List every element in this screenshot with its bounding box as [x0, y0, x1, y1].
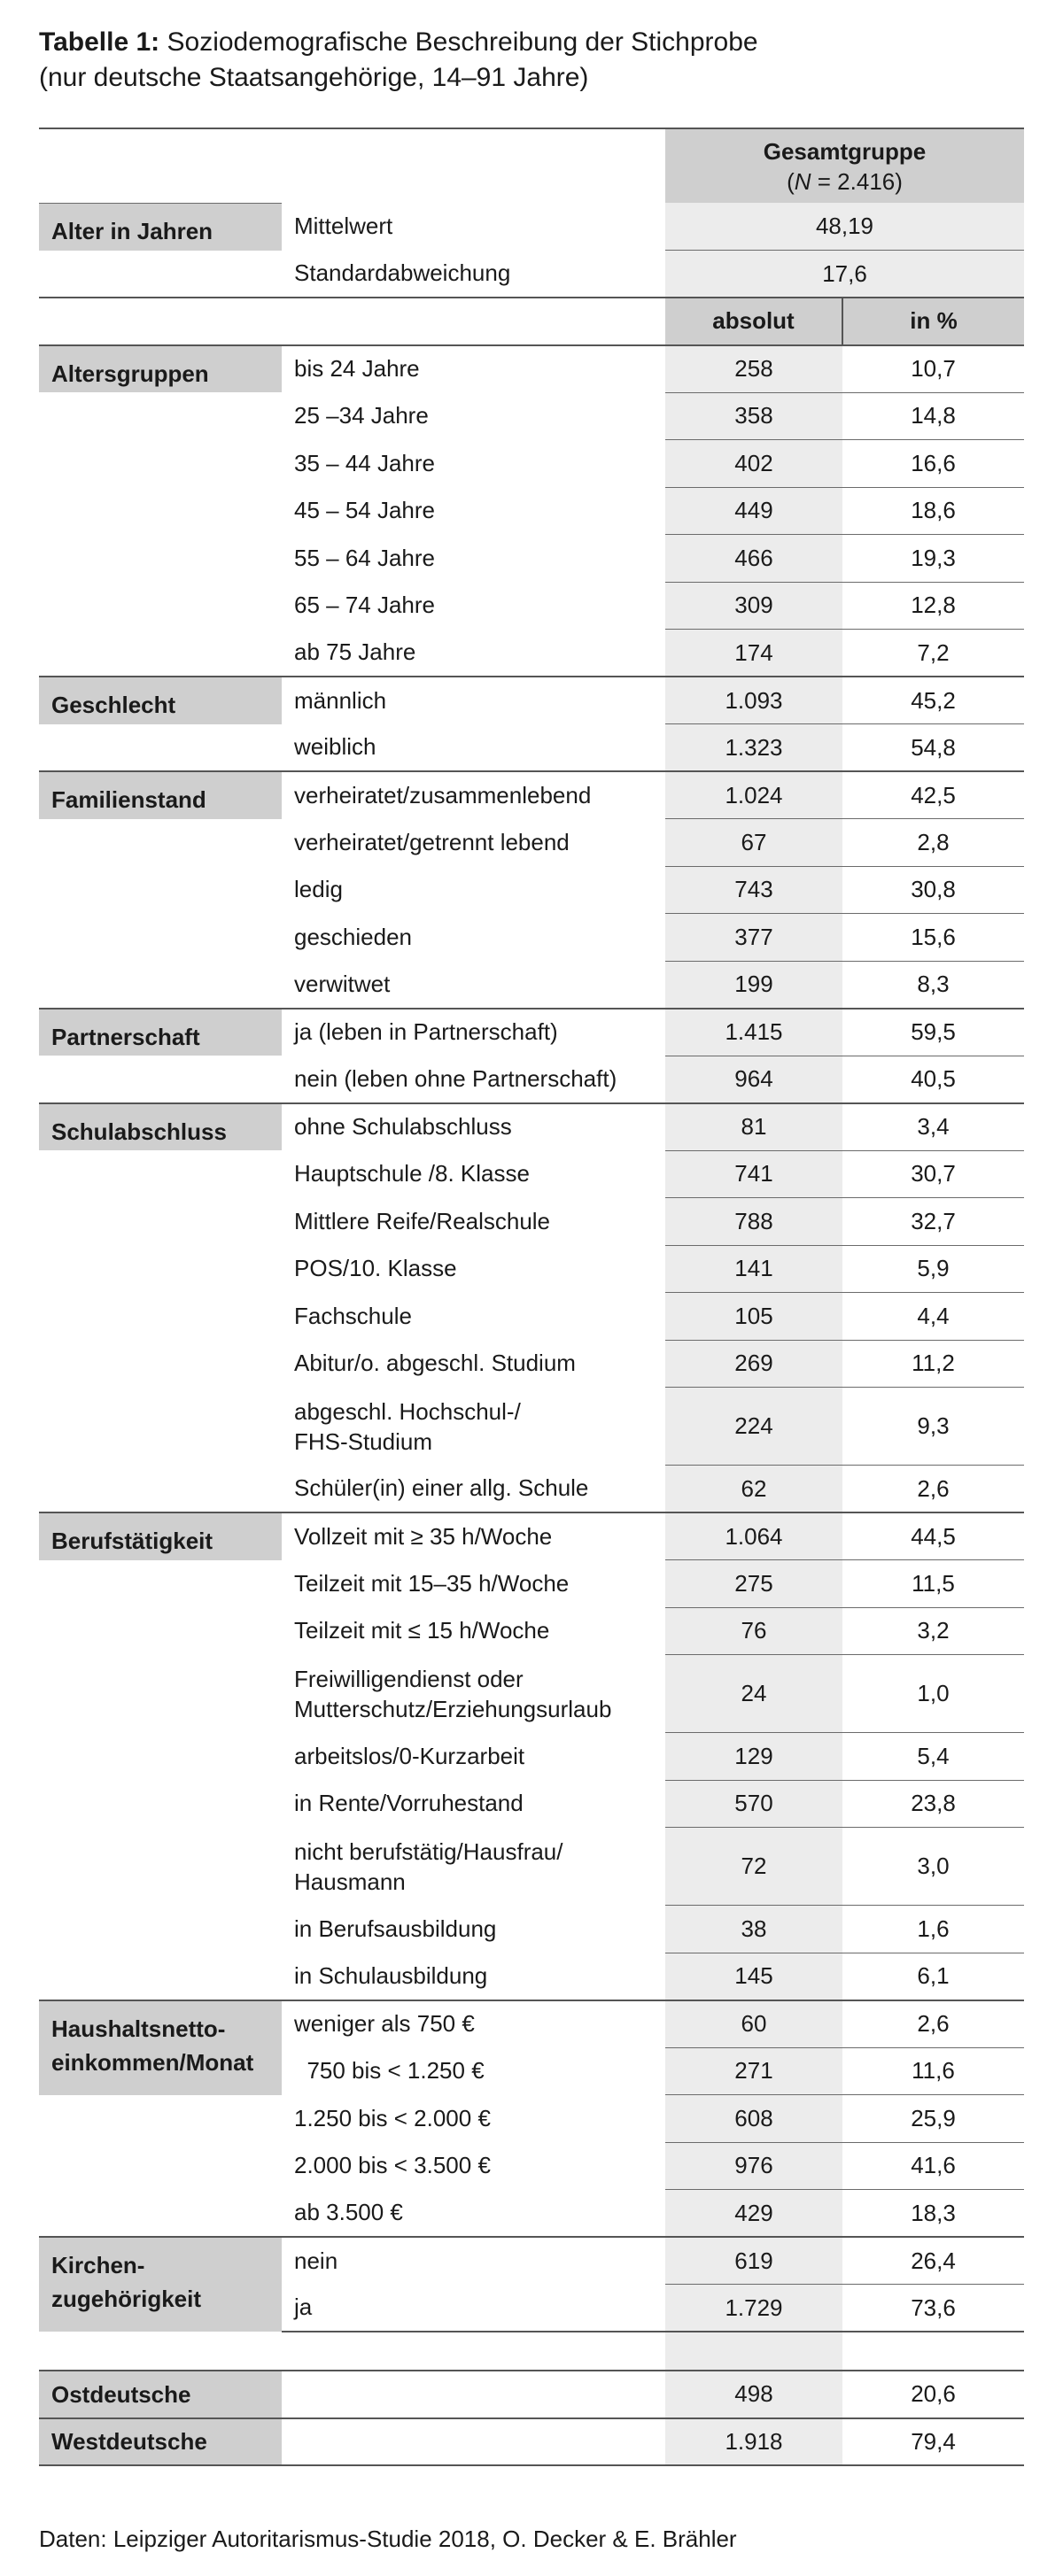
cell-percent: 40,5 [842, 1056, 1024, 1103]
cell-absolut: 271 [665, 2047, 842, 2095]
row-label-line: 65 – 74 Jahre [294, 592, 436, 619]
row-label [282, 345, 665, 393]
row-label-line: 25 –34 Jahre [294, 402, 429, 429]
row-label-line: ja (leben in Partnerschaft) [294, 1018, 558, 1046]
cell-percent: 7,2 [842, 630, 1024, 677]
section-label-empty [39, 1388, 282, 1466]
row-label-line: ledig [294, 876, 343, 903]
cell-value: 17,6 [665, 251, 1024, 298]
cell-percent: 32,7 [842, 1198, 1024, 1246]
table-number: Tabelle 1: [39, 27, 160, 57]
cell-absolut: 358 [665, 392, 842, 440]
row-label [282, 1655, 665, 1733]
table-row [39, 1009, 1024, 1056]
row-label [282, 1056, 665, 1103]
cell-percent: 54,8 [842, 724, 1024, 772]
cell-absolut: 608 [665, 2095, 842, 2143]
row-label-line: FHS-Studium [294, 1427, 433, 1455]
cell-absolut: 429 [665, 2190, 842, 2238]
section-label-empty [39, 1906, 282, 1953]
cell-percent: 3,4 [842, 1103, 1024, 1151]
cell-percent: 3,0 [842, 1828, 1024, 1906]
section-label: Alter in Jahren [39, 203, 282, 251]
cell-percent: 42,5 [842, 771, 1024, 819]
table-row [39, 914, 1024, 962]
section-label-empty [39, 582, 282, 630]
row-label [282, 1340, 665, 1388]
cell-absolut: 1.323 [665, 724, 842, 772]
section-label-empty [39, 1828, 282, 1906]
table-row [39, 2237, 1024, 2285]
section-label-empty [39, 866, 282, 914]
table-row [39, 487, 1024, 535]
row-label [282, 1607, 665, 1655]
cell-absolut: 743 [665, 866, 842, 914]
cell-percent: 15,6 [842, 914, 1024, 962]
title-subtitle: (nur deutsche Staatsangehörige, 14–91 Jahre) [39, 63, 589, 92]
cell-percent: 19,3 [842, 535, 1024, 583]
cell-absolut: 619 [665, 2237, 842, 2285]
table-row [39, 1150, 1024, 1198]
cell-absolut: 275 [665, 1560, 842, 1608]
cell-percent: 14,8 [842, 392, 1024, 440]
table-row [39, 2000, 1024, 2048]
row-label-line: abgeschl. Hochschul-/ [294, 1397, 521, 1425]
section-label-empty [39, 2142, 282, 2190]
row-label [282, 1103, 665, 1151]
section-label-empty [39, 630, 282, 677]
row-label-line: in Berufsausbildung [294, 1915, 497, 1942]
section-label-empty [39, 440, 282, 488]
section-label-empty [39, 1953, 282, 2000]
table-row [39, 392, 1024, 440]
cell-absolut: 62 [665, 1466, 842, 1513]
table-row [39, 1512, 1024, 1560]
cell-percent: 23,8 [842, 1780, 1024, 1828]
section-label-line: Schulabschluss [51, 1118, 227, 1145]
section-label-empty [39, 961, 282, 1009]
cell-percent: 79,4 [842, 2418, 1024, 2466]
section-label-line: Haushaltsnetto- [51, 2015, 226, 2042]
section-label-empty [39, 1733, 282, 1781]
row-label [282, 1906, 665, 1953]
row-label-line: weiblich [294, 733, 376, 761]
section-label-empty [39, 1340, 282, 1388]
row-label [282, 819, 665, 867]
cell-percent: 5,4 [842, 1733, 1024, 1781]
section-label-line: Partnerschaft [51, 1023, 200, 1050]
row-label-line: Hausmann [294, 1868, 406, 1895]
row-label-line: Vollzeit mit ≥ 35 h/Woche [294, 1522, 553, 1550]
row-label [282, 2237, 665, 2285]
spacer-cell [39, 2332, 282, 2371]
section-label [39, 677, 282, 724]
cell-percent: 26,4 [842, 2237, 1024, 2285]
row-label-empty [282, 2371, 665, 2418]
row-label-line: 45 – 54 Jahre [294, 497, 436, 524]
row-label-line: in Schulausbildung [294, 1961, 488, 1989]
row-label [282, 1009, 665, 1056]
table-row [39, 440, 1024, 488]
row-label-line: Freiwilligendienst oder [294, 1665, 524, 1692]
cell-absolut: 76 [665, 1607, 842, 1655]
sociodemographic-table [39, 128, 1024, 2466]
row-label-line: in Rente/Vorruhestand [294, 1790, 524, 1817]
spacer-row [39, 2332, 1024, 2371]
table-row [39, 961, 1024, 1009]
row-label [282, 535, 665, 583]
cell-absolut: 402 [665, 440, 842, 488]
cell-absolut: 1.024 [665, 771, 842, 819]
cell-absolut: 199 [665, 961, 842, 1009]
row-label-empty [282, 2418, 665, 2466]
cell-absolut: 38 [665, 1906, 842, 1953]
table-row [39, 819, 1024, 867]
table-row [39, 2142, 1024, 2190]
table-row [39, 1340, 1024, 1388]
row-label [282, 392, 665, 440]
cell-percent: 59,5 [842, 1009, 1024, 1056]
section-label-empty [39, 1198, 282, 1246]
cell-percent: 41,6 [842, 2142, 1024, 2190]
table-row [39, 1103, 1024, 1151]
cell-absolut: 964 [665, 1056, 842, 1103]
row-label-line: Schüler(in) einer allg. Schule [294, 1474, 589, 1502]
cell-percent: 4,4 [842, 1293, 1024, 1341]
spacer-cell [282, 2332, 665, 2371]
section-label [39, 771, 282, 819]
cell-percent: 1,0 [842, 1655, 1024, 1733]
row-label [282, 1828, 665, 1906]
section-label-empty [39, 1150, 282, 1198]
table-row [39, 1828, 1024, 1906]
row-label-line: 2.000 bis < 3.500 € [294, 2152, 491, 2179]
section-label [39, 1512, 282, 1560]
cell-percent: 16,6 [842, 440, 1024, 488]
cell-percent: 11,5 [842, 1560, 1024, 1608]
row-label-line: verwitwet [294, 970, 391, 997]
row-label-line: 55 – 64 Jahre [294, 544, 436, 571]
section-label-empty [39, 724, 282, 772]
row-label [282, 1150, 665, 1198]
row-label [282, 1780, 665, 1828]
cell-absolut: 976 [665, 2142, 842, 2190]
section-label-empty [39, 1293, 282, 1341]
table-row [39, 2418, 1024, 2466]
row-label [282, 1293, 665, 1341]
table-row [39, 582, 1024, 630]
row-label [282, 2190, 665, 2238]
table-row [39, 1733, 1024, 1781]
cell-value: 48,19 [665, 203, 1024, 251]
cell-percent: 9,3 [842, 1388, 1024, 1466]
cell-percent: 18,3 [842, 2190, 1024, 2238]
title-text: Soziodemografische Beschreibung der Stichprobe [167, 27, 758, 57]
section-label-empty [39, 1560, 282, 1608]
row-label [282, 2095, 665, 2143]
section-label-line: Altersgruppen [51, 360, 209, 387]
table-row [39, 251, 1024, 298]
cell-percent: 30,8 [842, 866, 1024, 914]
table-row [39, 1293, 1024, 1341]
cell-percent: 73,6 [842, 2285, 1024, 2332]
cell-percent: 2,6 [842, 1466, 1024, 1513]
cell-percent: 1,6 [842, 1906, 1024, 1953]
cell-absolut: 309 [665, 582, 842, 630]
row-label-line: ab 3.500 € [294, 2199, 403, 2226]
group-header: Gesamtgruppe (N = 2.416) [665, 128, 1024, 203]
section-label [39, 2237, 282, 2332]
cell-percent: 8,3 [842, 961, 1024, 1009]
table-row [39, 677, 1024, 724]
row-label [282, 771, 665, 819]
spacer-cell [665, 2332, 842, 2371]
row-label [282, 961, 665, 1009]
row-label [282, 582, 665, 630]
cell-percent: 12,8 [842, 582, 1024, 630]
row-label-line: ab 75 Jahre [294, 638, 416, 666]
row-label [282, 487, 665, 535]
table-row [39, 1655, 1024, 1733]
section-label-empty [39, 819, 282, 867]
row-label-line: Mutterschutz/Erziehungsurlaub [294, 1695, 612, 1722]
cell-percent: 20,6 [842, 2371, 1024, 2418]
table-row [39, 1607, 1024, 1655]
row-label [282, 2142, 665, 2190]
cell-percent: 11,2 [842, 1340, 1024, 1388]
cell-absolut: 269 [665, 1340, 842, 1388]
cell-absolut: 224 [665, 1388, 842, 1466]
row-label-line: nein (leben ohne Partnerschaft) [294, 1064, 617, 1092]
row-label [282, 440, 665, 488]
row-label-line: bis 24 Jahre [294, 355, 420, 383]
section-label-line: einkommen/Monat [51, 2048, 254, 2076]
source-footer: Daten: Leipziger Autoritarismus-Studie 2018, O. Decker & E. Brähler [39, 2526, 737, 2552]
table-row [39, 345, 1024, 393]
row-label-line: verheiratet/getrennt lebend [294, 828, 570, 855]
cell-absolut: 24 [665, 1655, 842, 1733]
row-label-line: ja [294, 2294, 313, 2321]
cell-absolut: 1.064 [665, 1512, 842, 1560]
cell-absolut: 67 [665, 819, 842, 867]
col-header-percent: in % [842, 298, 1024, 345]
cell-percent: 18,6 [842, 487, 1024, 535]
row-label-line: arbeitslos/0-Kurzarbeit [294, 1742, 525, 1769]
cell-percent: 45,2 [842, 677, 1024, 724]
table-row [39, 1056, 1024, 1103]
section-label [39, 2000, 282, 2095]
column-header-row [39, 298, 1024, 345]
table-row [39, 1198, 1024, 1246]
row-label [282, 677, 665, 724]
row-label [282, 2000, 665, 2048]
section-label-empty [39, 1780, 282, 1828]
table-row [39, 1906, 1024, 1953]
section-label-empty [39, 1607, 282, 1655]
cell-absolut: 788 [665, 1198, 842, 1246]
cell-absolut: 72 [665, 1828, 842, 1906]
cell-percent: 11,6 [842, 2047, 1024, 2095]
cell-absolut: 466 [665, 535, 842, 583]
row-label-line: Abitur/o. abgeschl. Studium [294, 1350, 576, 1377]
row-label-line: Hauptschule /8. Klasse [294, 1160, 530, 1187]
table-row [39, 1953, 1024, 2000]
cell-percent: 25,9 [842, 2095, 1024, 2143]
section-label-empty [39, 2095, 282, 2143]
cell-absolut: 377 [665, 914, 842, 962]
cell-absolut: 1.093 [665, 677, 842, 724]
table-row [39, 1466, 1024, 1513]
cell-absolut: 1.415 [665, 1009, 842, 1056]
section-label-empty [39, 487, 282, 535]
row-label: Mittelwert [294, 213, 393, 240]
row-label [282, 1733, 665, 1781]
cell-absolut: 498 [665, 2371, 842, 2418]
row-label-line: Teilzeit mit 15–35 h/Woche [294, 1569, 570, 1597]
row-label [282, 724, 665, 772]
table-row [39, 866, 1024, 914]
section-label [39, 1009, 282, 1056]
row-label [282, 1953, 665, 2000]
region-label: Ostdeutsche [39, 2371, 282, 2418]
section-label-line: Berufstätigkeit [51, 1528, 213, 1554]
cell-percent: 3,2 [842, 1607, 1024, 1655]
spacer-cell [842, 2332, 1024, 2371]
col-header-absolut: absolut [665, 298, 842, 345]
row-label [282, 1466, 665, 1513]
cell-percent: 2,6 [842, 2000, 1024, 2048]
cell-absolut: 570 [665, 1780, 842, 1828]
cell-absolut: 60 [665, 2000, 842, 2048]
cell-absolut: 1.918 [665, 2418, 842, 2466]
table-row [39, 1388, 1024, 1466]
cell-absolut: 81 [665, 1103, 842, 1151]
section-label-empty [39, 1056, 282, 1103]
cell-percent: 30,7 [842, 1150, 1024, 1198]
row-label [282, 1560, 665, 1608]
section-label [39, 345, 282, 393]
table-title [39, 25, 758, 96]
cell-absolut: 129 [665, 1733, 842, 1781]
section-label [39, 1103, 282, 1151]
row-label [282, 866, 665, 914]
cell-absolut: 449 [665, 487, 842, 535]
row-label-line: weniger als 750 € [294, 2010, 475, 2038]
row-label-line: männlich [294, 686, 387, 714]
table-row [39, 203, 1024, 251]
section-label-empty [39, 2190, 282, 2238]
section-label-empty [39, 535, 282, 583]
header-row [39, 128, 1024, 203]
table-row [39, 630, 1024, 677]
cell-percent: 44,5 [842, 1512, 1024, 1560]
table-row [39, 535, 1024, 583]
row-label-line: POS/10. Klasse [294, 1255, 457, 1282]
cell-absolut: 105 [665, 1293, 842, 1341]
table-row [39, 771, 1024, 819]
region-label: Westdeutsche [39, 2418, 282, 2466]
section-label-line: Geschlecht [51, 692, 176, 718]
cell-absolut: 1.729 [665, 2285, 842, 2332]
cell-percent: 10,7 [842, 345, 1024, 393]
row-label-line: Fachschule [294, 1302, 412, 1329]
row-label-line: ohne Schulabschluss [294, 1113, 512, 1141]
row-label [282, 1512, 665, 1560]
section-label-empty [39, 1245, 282, 1293]
row-label [282, 1388, 665, 1466]
row-label-line: 35 – 44 Jahre [294, 449, 436, 476]
row-label [282, 914, 665, 962]
cell-percent: 5,9 [842, 1245, 1024, 1293]
row-label-line: 1.250 bis < 2.000 € [294, 2104, 491, 2131]
row-label [282, 1198, 665, 1246]
cell-absolut: 258 [665, 345, 842, 393]
table-row [39, 2095, 1024, 2143]
section-label-empty [39, 1655, 282, 1733]
section-label-empty [39, 914, 282, 962]
section-label-empty [39, 392, 282, 440]
table-row [39, 2371, 1024, 2418]
row-label-line: nein [294, 2247, 338, 2274]
section-label-line: Kirchen- [51, 2252, 145, 2278]
row-label: Standardabweichung [282, 251, 665, 298]
row-label [282, 630, 665, 677]
cell-absolut: 145 [665, 1953, 842, 2000]
cell-absolut: 741 [665, 1150, 842, 1198]
row-label [282, 2047, 665, 2095]
cell-absolut: 174 [665, 630, 842, 677]
section-label-empty [39, 1466, 282, 1513]
table-row [39, 1780, 1024, 1828]
section-label-line: Familienstand [51, 786, 206, 813]
row-label-line: verheiratet/zusammenlebend [294, 781, 592, 808]
row-label-line: Teilzeit mit ≤ 15 h/Woche [294, 1617, 550, 1644]
row-label-line: 750 bis < 1.250 € [294, 2057, 485, 2085]
cell-percent: 6,1 [842, 1953, 1024, 2000]
table-row [39, 1560, 1024, 1608]
section-label-line: zugehörigkeit [51, 2286, 202, 2312]
cell-percent: 2,8 [842, 819, 1024, 867]
row-label-line: Mittlere Reife/Realschule [294, 1207, 551, 1234]
row-label-line: nicht berufstätig/Hausfrau/ [294, 1837, 563, 1865]
row-label [282, 2285, 665, 2332]
row-label [282, 1245, 665, 1293]
table-row [39, 1245, 1024, 1293]
table-row [39, 724, 1024, 772]
cell-absolut: 141 [665, 1245, 842, 1293]
table-row [39, 2190, 1024, 2238]
row-label-line: geschieden [294, 923, 412, 950]
